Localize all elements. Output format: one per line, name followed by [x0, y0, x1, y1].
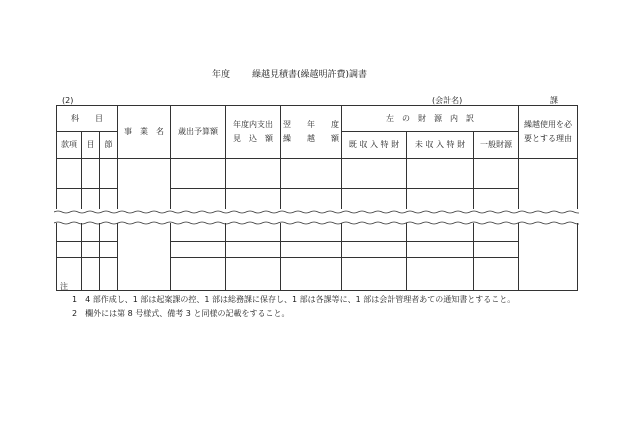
table-cell[interactable]: [171, 159, 226, 189]
table-cell[interactable]: [226, 258, 281, 291]
table-cell[interactable]: [342, 242, 407, 258]
table-cell[interactable]: [474, 258, 519, 291]
header-nendonai: [226, 106, 281, 159]
table-row: [57, 159, 578, 189]
table-cell[interactable]: [82, 189, 100, 209]
table-cell[interactable]: [281, 189, 342, 209]
table-cell[interactable]: [474, 223, 519, 242]
table-cell[interactable]: [57, 223, 82, 242]
table-cell[interactable]: [100, 223, 118, 242]
table-cell[interactable]: [100, 189, 118, 209]
table-cell[interactable]: [82, 159, 100, 189]
estimate-table: [56, 105, 578, 291]
header-yoku-line2: 繰 越 額: [283, 134, 339, 143]
table-cell[interactable]: [57, 159, 82, 189]
header-kamoku: 科 目: [57, 106, 118, 132]
table-cell[interactable]: [226, 242, 281, 258]
header-jigyo: 事 業 名: [118, 106, 171, 159]
break-line-bottom: [54, 221, 579, 225]
table-cell[interactable]: [407, 242, 474, 258]
table-cell[interactable]: [281, 258, 342, 291]
table-cell[interactable]: [171, 189, 226, 209]
table-cell[interactable]: [281, 242, 342, 258]
table-cell[interactable]: [82, 242, 100, 258]
note-item-1: 1 4 部作成し、1 部は起案課の控、1 部は総務課に保存し、1 部は各課等に、1 部は会計管理者あての通知書とすること。: [72, 295, 516, 304]
page-title: 繰越見積書(繰越明許費)調書: [252, 70, 368, 80]
table-cell[interactable]: [100, 159, 118, 189]
table-cell[interactable]: [100, 242, 118, 258]
table-cell[interactable]: [281, 223, 342, 242]
form-number: (2): [62, 96, 74, 105]
table-cell[interactable]: [407, 223, 474, 242]
table-cell[interactable]: [171, 223, 226, 242]
table-cell[interactable]: [407, 159, 474, 189]
table-cell[interactable]: [519, 223, 578, 291]
table-cell[interactable]: [407, 258, 474, 291]
title-year: 年度: [212, 70, 231, 80]
header-ki-shunyu: 既 収 入 特 財: [342, 132, 407, 159]
header-riyu: [519, 106, 578, 159]
header-yoku-line1: 翌 年 度: [283, 120, 339, 129]
table-cell[interactable]: [519, 159, 578, 209]
table-cell[interactable]: [407, 189, 474, 209]
table-cell[interactable]: [57, 242, 82, 258]
header-saishutsu: 歳出予算額: [171, 106, 226, 159]
note-item-2: 2 欄外には第 8 号様式、備考 3 と同様の記載をすること。: [72, 309, 290, 318]
table-cell[interactable]: [342, 189, 407, 209]
table-cell[interactable]: [342, 258, 407, 291]
table-cell[interactable]: [118, 223, 171, 291]
section-label: 課: [550, 96, 558, 105]
header-yoku: [281, 106, 342, 159]
header-riyu-line2: 要とする理由: [524, 134, 573, 143]
account-name-label: (会計名): [432, 96, 463, 105]
header-kankou: 款項: [57, 132, 82, 159]
header-riyu-line1: 繰越使用を必: [524, 120, 573, 129]
table-cell[interactable]: [171, 258, 226, 291]
table-cell[interactable]: [342, 159, 407, 189]
table-cell[interactable]: [57, 189, 82, 209]
header-mi-shunyu: 未 収 入 特 財: [407, 132, 474, 159]
table-cell[interactable]: [226, 159, 281, 189]
table-cell[interactable]: [82, 223, 100, 242]
header-nendonai-line1: 年度内支出: [233, 120, 273, 129]
table-cell[interactable]: [171, 242, 226, 258]
table-cell[interactable]: [118, 159, 171, 209]
table-cell[interactable]: [474, 242, 519, 258]
header-moku: 目: [82, 132, 100, 159]
table-cell[interactable]: [100, 258, 118, 291]
table-cell[interactable]: [474, 189, 519, 209]
header-zaigen: 左 の 財 源 内 訳: [342, 106, 519, 132]
table-cell[interactable]: [226, 223, 281, 242]
table-cell[interactable]: [281, 159, 342, 189]
header-ippan: 一般財源: [474, 132, 519, 159]
table-cell[interactable]: [474, 159, 519, 189]
table-row: [57, 223, 578, 242]
header-setsu: 節: [100, 132, 118, 159]
header-nendonai-line2: 見 込 額: [233, 134, 273, 143]
break-line-top: [54, 210, 579, 214]
table-cell[interactable]: [342, 223, 407, 242]
notes-label: 注: [60, 282, 68, 291]
table-cell[interactable]: [226, 189, 281, 209]
table-cell[interactable]: [82, 258, 100, 291]
